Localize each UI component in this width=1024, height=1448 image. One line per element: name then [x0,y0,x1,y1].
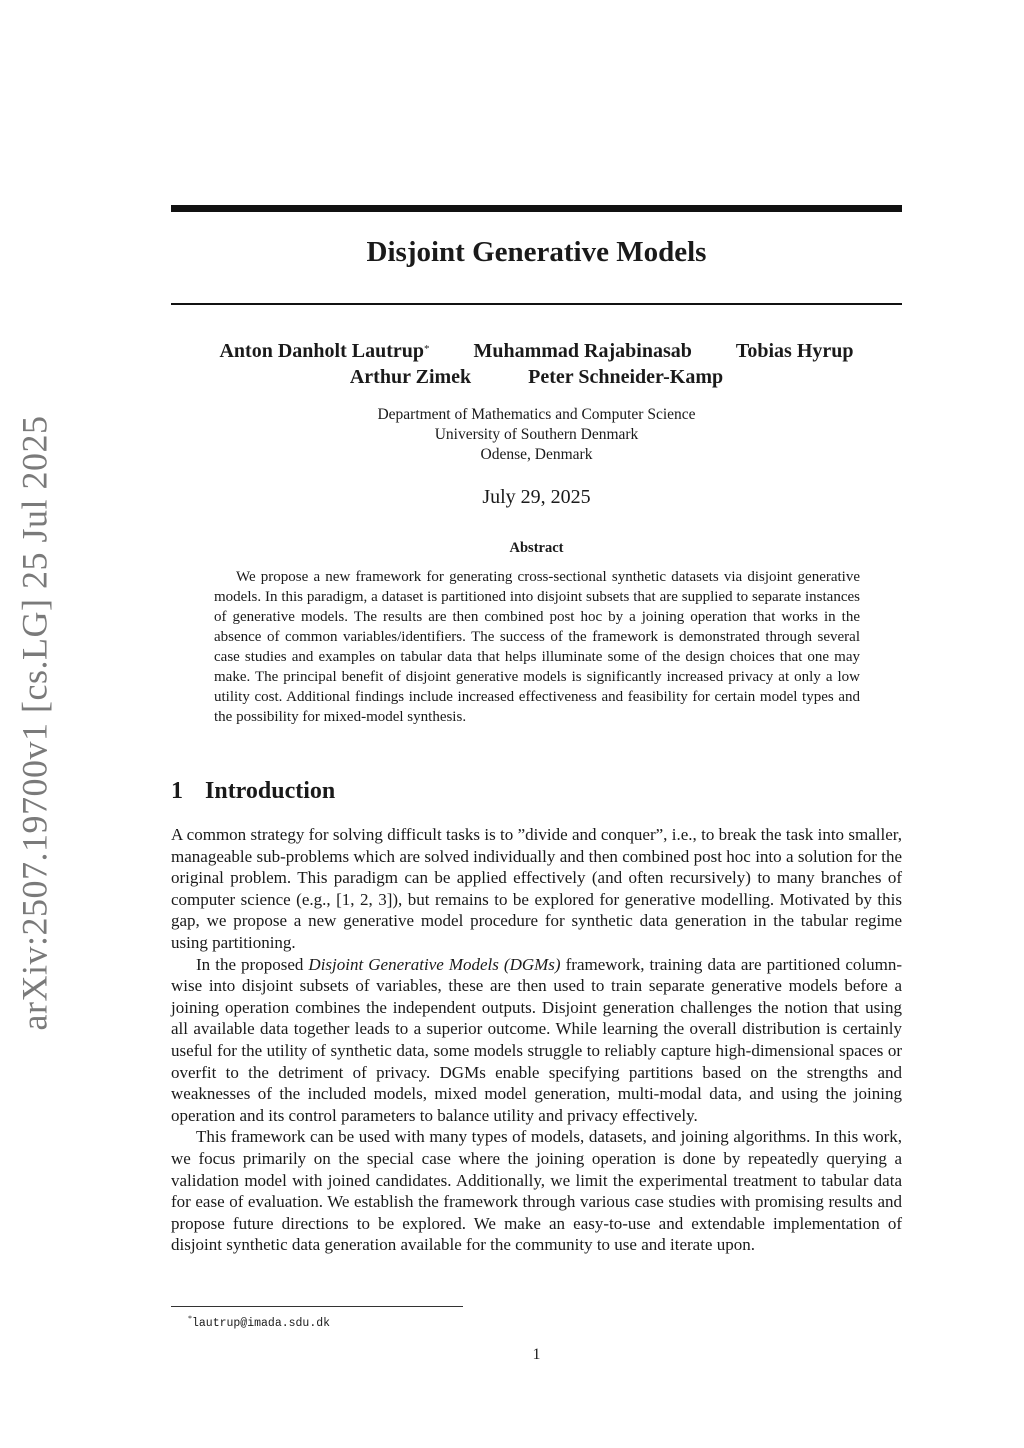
author-name: Peter Schneider-Kamp [528,366,724,388]
page-number: 1 [532,1346,541,1363]
emphasis-term: Disjoint Generative Models (DGMs) [308,954,561,974]
affiliation-location: Odense, Denmark [480,446,593,463]
affiliation-department: Department of Mathematics and Computer Science [377,406,696,423]
arxiv-stamp [2,415,66,1030]
footnote-rule [171,1306,463,1307]
author-name: Muhammad Rajabinasab [473,340,692,362]
paragraph: A common strategy for solving difficult tasks is to ”divide and conquer”, i.e., to break the task into smaller, manageable sub-problems which are solved individually and then combined post hoc into a solution for the original problem. This paradigm can be applied effectively (and often recursively) to many branches of computer science (e.g., [1, 2, 3]), but remains to be explored for generative modelling. Motivated by this gap, we propose a new generative model procedure for synthetic data generation in the tabular regime using partitioning. [171,825,902,952]
footnote-email: lautrup@imada.sdu.dk [192,1316,331,1330]
section-title: Introduction [205,778,336,804]
title-rule-top [171,205,902,212]
paper-title: Disjoint Generative Models [366,236,707,268]
footnote-mark: * [188,1314,192,1323]
affiliation-university: University of Southern Denmark [434,426,639,443]
author-footnote-mark: * [423,343,430,355]
title-rule-bottom [171,303,902,305]
abstract-heading: Abstract [509,540,564,556]
author-name: Arthur Zimek [349,366,472,388]
paragraph: In the proposed Disjoint Generative Models (DGMs) framework, training data are partitioned column-wise into disjoint subsets of variables, these are then used to train separate generative models before a joining operation combines the independent outputs. Disjoint generation challenges the notion that using all available data together leads to a superior outcome. While learning the overall distribution is certainly useful for the utility of synthetic data, some models struggle to reliably capture high-dimensional spaces or overfit to the detriment of privacy. DGMs enable specifying partitions based on the strengths and weaknesses of the included models, mixed model generation, multi-modal data, and using the joining operation and its control parameters to balance utility and privacy effectively. [171,954,902,1125]
section-heading [171,778,335,805]
author-name: Tobias Hyrup [735,340,854,362]
arxiv-stamp-text: arXiv:2507.19700v1 [cs.LG] 25 Jul 2025 [14,415,54,1030]
affiliation [171,405,902,465]
author-name: Anton Danholt Lautrup* [219,340,430,362]
footnote [188,1314,330,1330]
abstract-text: We propose a new framework for generating cross-sectional synthetic datasets via disjoint generative models. In this paradigm, a dataset is partitioned into disjoint subsets that are supplied to separate instances of generative models. The results are then combined post hoc by a joining operation that works in the absence of common variables/identifiers. The success of the framework is demonstrated through several case studies and examples on tabular data that helps illuminate some of the design choices that one may make. The principal benefit of disjoint generative models is significantly increased privacy at only a low utility cost. Additional findings include increased effectiveness and feasibility for certain model types and the possibility for mixed-model synthesis. [214,569,860,725]
publication-date: July 29, 2025 [482,486,591,508]
section-number: 1 [171,778,183,804]
paragraph: This framework can be used with many types of models, datasets, and joining algorithms. In this work, we focus primarily on the special case where the joining operation is done by repeatedly querying a validation model with joined candidates. Additionally, we limit the experimental treatment to tabular data for ease of evaluation. We establish the framework through various case studies with promising results and propose future directions to be explored. We make an easy-to-use and extendable implementation of disjoint synthetic data generation available for the community to use and iterate upon. [171,1127,902,1255]
introduction-body [171,824,902,1256]
author-block [171,338,902,390]
